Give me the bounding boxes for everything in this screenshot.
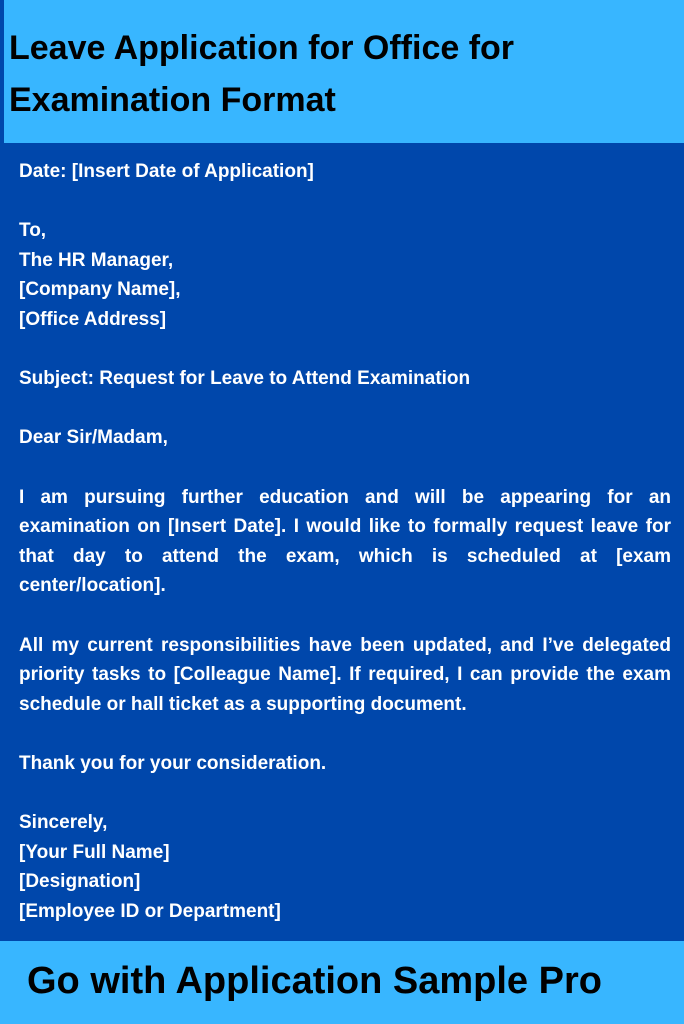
body-paragraph-exam: I am pursuing further education and will be appearing for an examination on [Insert Date]. I would like to formally request leave for that day to attend the exam, which is scheduled at [exam center/location]. <box>19 486 671 597</box>
letter-body <box>19 157 671 926</box>
footer-banner <box>0 941 684 1024</box>
blank-line <box>19 187 671 217</box>
letter-subject: Subject: Request for Leave to Attend Examination <box>19 368 471 390</box>
thanks-line: Thank you for your consideration. <box>19 752 327 774</box>
blank-line <box>19 601 671 631</box>
letter-to: To, <box>19 220 47 242</box>
signature-id: [Employee ID or Department] <box>19 900 281 922</box>
footer-text: Go with Application Sample Pro <box>27 960 602 1002</box>
company-name: [Company Name], <box>19 279 181 301</box>
page-title: Leave Application for Office for Examination Format <box>9 29 515 119</box>
signature-name: [Your Full Name] <box>19 841 170 863</box>
blank-line <box>19 335 671 365</box>
salutation: Dear Sir/Madam, <box>19 427 168 449</box>
closing: Sincerely, <box>19 812 108 834</box>
recipient-title: The HR Manager, <box>19 249 174 271</box>
blank-line <box>19 778 671 808</box>
header-banner <box>0 0 684 143</box>
blank-line <box>19 394 671 424</box>
blank-line <box>19 719 671 749</box>
signature-designation: [Designation] <box>19 871 141 893</box>
body-paragraph-responsibilities: All my current responsibilities have been updated, and I’ve delegated priority tasks to [Colleague Name]. If required, I can provide the exam schedule or hall ticket as a supporting document. <box>19 634 671 715</box>
blank-line <box>19 453 671 483</box>
letter-date: Date: [Insert Date of Application] <box>19 161 314 182</box>
office-address: [Office Address] <box>19 308 167 330</box>
